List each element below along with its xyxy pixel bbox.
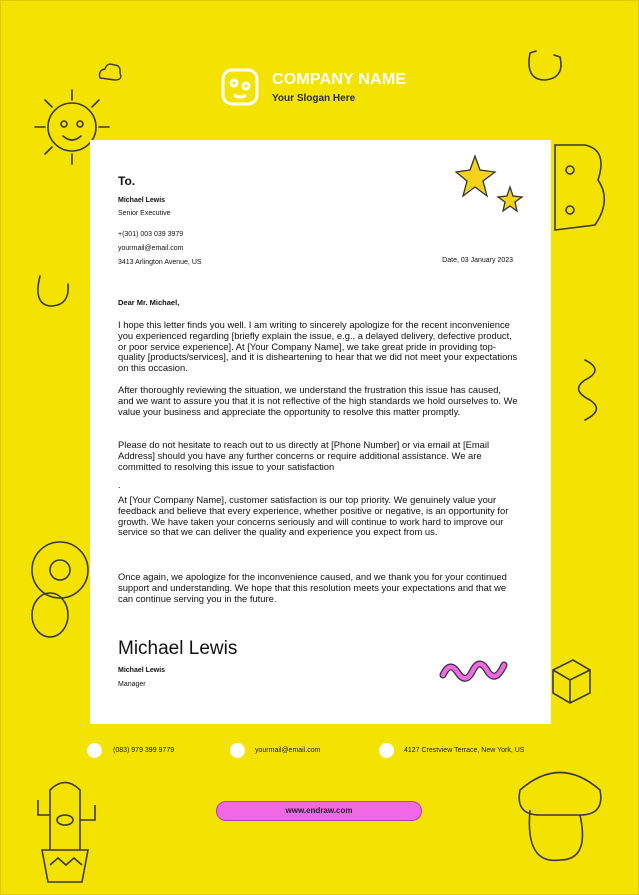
letter-date: Date, 03 January 2023 (442, 257, 513, 264)
recipient-phone: +(301) 003 039 3979 (118, 231, 184, 238)
magnet-doodle-icon (520, 45, 570, 90)
company-name: COMPANY NAME (272, 71, 407, 88)
body-paragraph-4: At [Your Company Name], customer satisfaction is our top priority. We genuinely value your feedback and believe that every experience, whether positive or negative, is an opportunity for growth. We have taken your concerns seriously and will continue to work hard to improve our service so that we can deliver the quality and experience you expect from us. (118, 494, 509, 538)
location-icon (379, 743, 394, 758)
company-logo-icon (221, 68, 259, 106)
footer-email[interactable]: yourmail@email.com (255, 747, 321, 754)
stars-doodle-icon (455, 154, 525, 219)
company-slogan: Your Slogan Here (272, 93, 356, 104)
squiggle-doodle-icon (575, 355, 610, 425)
cactus-doodle-icon (30, 770, 105, 885)
stray-dot: . (118, 480, 121, 490)
website-link[interactable]: www.endraw.com (216, 801, 422, 821)
pink-squiggle-doodle-icon (438, 655, 508, 685)
magnet-left-doodle-icon (30, 270, 75, 315)
footer-phone: (083) 979 399 9779 (113, 747, 175, 754)
letter-sheet (90, 140, 551, 724)
footer-address: 4127 Crestview Terrace, New York, US (404, 747, 525, 754)
signature-role: Manager (118, 681, 146, 688)
recipient-email: yourmail@email.com (118, 245, 184, 252)
donut-doodle-icon (25, 535, 90, 645)
greeting: Dear Mr. Michael, (118, 298, 180, 307)
small-cloud-doodle-icon (95, 58, 125, 88)
recipient-name: Michael Lewis (118, 197, 166, 204)
signature-subname: Michael Lewis (118, 667, 166, 674)
tongue-face-doodle-icon (510, 760, 610, 870)
phone-icon (87, 743, 102, 758)
signature-name: Michael Lewis (118, 638, 238, 659)
cube-doodle-icon (548, 655, 593, 705)
body-paragraph-5: Once again, we apologize for the inconvenience caused, and we thank you for your continued support and understanding. We hope that this resolution meets your expectations and that we can continue serving you in the future. (118, 571, 507, 604)
recipient-title: Senior Executive (118, 210, 171, 217)
email-icon (230, 743, 245, 758)
body-paragraph-2: After thoroughly reviewing the situation, we understand the frustration this issue has caused, and we want to assure you that it is not reflective of the high standards we hold ourselves to. We value your business and appreciate the opportunity to resolve this matter promptly. (118, 384, 518, 417)
to-label: To. (118, 174, 136, 188)
body-paragraph-1: I hope this letter finds you well. I am writing to sincerely apologize for the recent inconvenience you experienced regarding [briefly explain the issue, e.g., a delayed delivery, defective product, or poor service experience]. At [Your Company Name], we take great pride in providing top-quality [products/services], and it is disheartening to hear that we did not meet your expectations on this occasion. (118, 319, 518, 374)
recipient-address: 3413 Arlington Avenue, US (118, 259, 202, 266)
letter-b-doodle-icon (550, 140, 610, 240)
body-paragraph-3: Please do not hesitate to reach out to us directly at [Phone Number] or via email at [Email Address] should you have any further concerns or require additional assistance. We are committed to resolving this issue to your satisfaction (118, 439, 490, 472)
